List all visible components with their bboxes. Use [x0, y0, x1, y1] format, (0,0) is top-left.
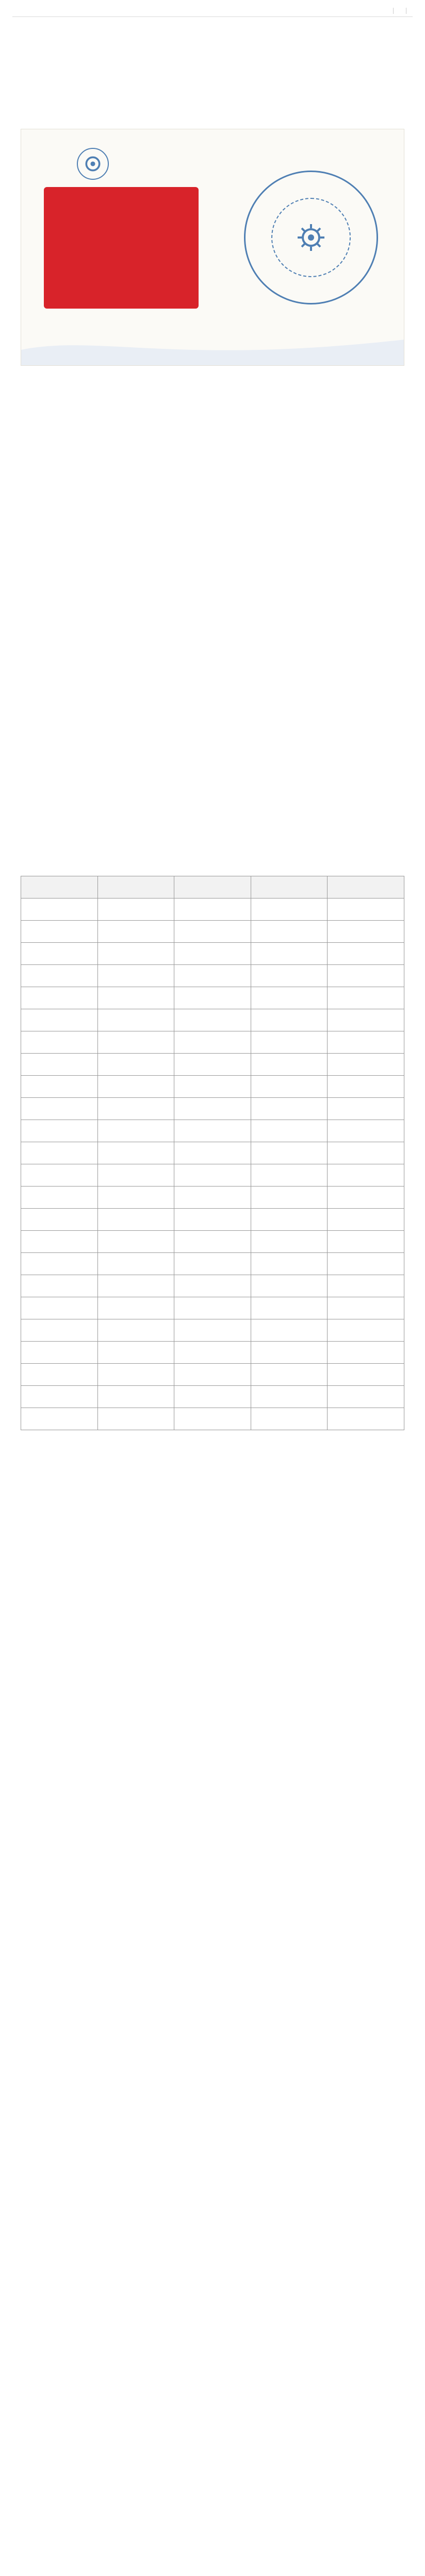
paragraph [21, 462, 404, 476]
table-cell [97, 1408, 174, 1430]
paragraph [21, 1841, 404, 1855]
table-cell [174, 1364, 251, 1386]
table-cell [21, 1120, 98, 1142]
paragraph [21, 621, 404, 635]
table-cell [328, 1164, 404, 1187]
paragraph [21, 510, 404, 523]
paragraph [21, 1809, 404, 1823]
paragraph [21, 2145, 404, 2159]
paragraph [21, 1777, 404, 1791]
table-cell [174, 1164, 251, 1187]
paragraph [21, 2193, 404, 2207]
table-row [21, 1209, 404, 1231]
table-cell [21, 965, 98, 987]
table-cell [328, 1386, 404, 1408]
paragraph [21, 2320, 404, 2334]
paragraph [21, 669, 404, 683]
company-seal-logo [244, 171, 378, 304]
table-row [21, 965, 404, 987]
paragraph [21, 573, 404, 587]
table-cell [21, 1364, 98, 1386]
table-cell [97, 1187, 174, 1209]
paragraph [21, 2368, 404, 2382]
table-cell [328, 1342, 404, 1364]
table-cell [97, 965, 174, 987]
table-cell [174, 943, 251, 965]
table-cell [174, 1031, 251, 1054]
table-cell [328, 1098, 404, 1120]
paragraph [21, 1921, 404, 1935]
scope-title [21, 381, 404, 395]
table-cell [97, 1386, 174, 1408]
paragraph [21, 2289, 404, 2302]
company-seal-inner-ring [271, 198, 351, 277]
table-cell [328, 921, 404, 943]
paragraph [21, 781, 404, 795]
paragraph [21, 1634, 404, 1648]
paragraph [21, 2209, 404, 2223]
paragraph [21, 2448, 404, 2462]
table-cell [251, 965, 328, 987]
paragraph [21, 1969, 404, 1983]
terms-title [21, 1473, 404, 1487]
paragraph [21, 1554, 404, 1568]
paragraph [21, 1682, 404, 1696]
table-row [21, 1187, 404, 1209]
paragraph [21, 1793, 404, 1807]
table-cell [174, 1054, 251, 1076]
table-cell [328, 1231, 404, 1253]
table-cell [97, 1120, 174, 1142]
table-header-row [21, 876, 404, 899]
table-cell [174, 1098, 251, 1120]
table-cell [328, 1364, 404, 1386]
paragraph [21, 2033, 404, 2047]
table-row [21, 1253, 404, 1275]
article-intro [21, 77, 404, 113]
table-header-cell [328, 876, 404, 899]
table-cell [174, 1209, 251, 1231]
table-cell [97, 1364, 174, 1386]
table-row [21, 1275, 404, 1297]
paragraph [21, 701, 404, 715]
table-cell [251, 1408, 328, 1430]
table-cell [97, 899, 174, 921]
paragraph [21, 2512, 404, 2526]
table-cell [97, 1076, 174, 1098]
table-cell [97, 1164, 174, 1187]
paragraph [21, 2129, 404, 2143]
table-cell [97, 1054, 174, 1076]
table-row [21, 1031, 404, 1054]
paragraph [21, 2464, 404, 2478]
paragraph [21, 605, 404, 619]
paragraph [21, 733, 404, 747]
paragraph [21, 2544, 404, 2558]
table-cell [21, 1342, 98, 1364]
table-cell [97, 1031, 174, 1054]
table-cell [251, 1253, 328, 1275]
table-cell [174, 1408, 251, 1430]
paragraph [21, 2336, 404, 2350]
table-cell [21, 1386, 98, 1408]
table-header-cell [174, 876, 251, 899]
paragraph [21, 446, 404, 460]
paragraph [21, 845, 404, 859]
paragraph [21, 589, 404, 603]
table-cell [21, 1098, 98, 1120]
paragraph [21, 398, 404, 412]
table-row [21, 1054, 404, 1076]
paragraph [21, 526, 404, 539]
paragraph [21, 1825, 404, 1839]
table-cell [21, 1319, 98, 1342]
paragraph [21, 1937, 404, 1951]
paragraph [21, 829, 404, 843]
table-cell [97, 1297, 174, 1319]
paragraph [21, 2384, 404, 2398]
table-cell [251, 1009, 328, 1031]
equipment-table [21, 876, 404, 1430]
paragraph [21, 1570, 404, 1584]
table-cell [21, 1231, 98, 1253]
table-cell [174, 1187, 251, 1209]
paragraph [21, 1602, 404, 1616]
paragraph [21, 1490, 404, 1504]
table-cell [251, 943, 328, 965]
paragraph [21, 2528, 404, 2542]
table-cell [251, 1209, 328, 1231]
table-cell [328, 987, 404, 1009]
paragraph [21, 1506, 404, 1520]
table-row [21, 1120, 404, 1142]
table-row [21, 1076, 404, 1098]
table-cell [97, 1231, 174, 1253]
table-cell [251, 1054, 328, 1076]
table-cell [21, 921, 98, 943]
table-cell [251, 1187, 328, 1209]
paragraph [21, 2257, 404, 2270]
paragraph [21, 494, 404, 507]
table-cell [21, 899, 98, 921]
table-cell [251, 1164, 328, 1187]
table-cell [97, 943, 174, 965]
paragraph [21, 717, 404, 731]
paragraph [21, 2097, 404, 2111]
paragraph [21, 1618, 404, 1632]
paragraph [21, 653, 404, 667]
table-row [21, 987, 404, 1009]
paragraph [21, 1698, 404, 1711]
table-cell [251, 1364, 328, 1386]
table-cell [174, 987, 251, 1009]
table-cell [174, 1076, 251, 1098]
table-cell [251, 899, 328, 921]
table-row [21, 1142, 404, 1164]
paragraph [21, 797, 404, 811]
table-cell [251, 1098, 328, 1120]
table-cell [97, 1342, 174, 1364]
table-cell [251, 1319, 328, 1342]
paragraph [21, 2560, 404, 2574]
table-row [21, 899, 404, 921]
table-cell [328, 1209, 404, 1231]
table-cell [251, 1031, 328, 1054]
small-seal-icon [77, 148, 109, 180]
paragraph [21, 2065, 404, 2079]
table-cell [21, 1297, 98, 1319]
table-cell [174, 1275, 251, 1297]
table-cell [328, 1408, 404, 1430]
table-cell [251, 1297, 328, 1319]
table-cell [328, 1142, 404, 1164]
paragraph [21, 1873, 404, 1887]
table-cell [21, 1408, 98, 1430]
banner-title-block [44, 187, 199, 309]
table-cell [174, 1319, 251, 1342]
paragraph [21, 637, 404, 651]
table-cell [174, 1009, 251, 1031]
table-cell [251, 987, 328, 1009]
paragraph [21, 1761, 404, 1775]
table-cell [174, 1297, 251, 1319]
table-row [21, 1297, 404, 1319]
paragraph [21, 1522, 404, 1536]
table-cell [328, 1076, 404, 1098]
table-cell [174, 1231, 251, 1253]
paragraph [21, 2049, 404, 2063]
paragraph [21, 1714, 404, 1727]
table-cell [21, 943, 98, 965]
paragraph [21, 1905, 404, 1919]
paragraph [21, 414, 404, 428]
table-cell [21, 1054, 98, 1076]
table-header-cell [97, 876, 174, 899]
paragraph [21, 2432, 404, 2446]
paragraph [21, 2177, 404, 2191]
table-cell [328, 1297, 404, 1319]
article-meta-bar [12, 5, 413, 17]
table-row [21, 943, 404, 965]
table-cell [97, 987, 174, 1009]
table-cell [251, 1142, 328, 1164]
table-cell [97, 921, 174, 943]
table-cell [21, 1009, 98, 1031]
paragraph [21, 1730, 404, 1743]
gear-icon [78, 147, 108, 180]
table-row [21, 1009, 404, 1031]
paragraph [21, 2113, 404, 2127]
paragraph [21, 1538, 404, 1552]
paragraph [21, 2273, 404, 2286]
table-cell [174, 1253, 251, 1275]
table-row [21, 1364, 404, 1386]
table-cell [21, 1076, 98, 1098]
table-cell [21, 1164, 98, 1187]
paragraph [21, 2001, 404, 2015]
paragraph [21, 813, 404, 827]
paragraph [21, 749, 404, 763]
table-cell [97, 1098, 174, 1120]
paragraph [21, 2017, 404, 2031]
table-cell [251, 1386, 328, 1408]
table-cell [328, 1275, 404, 1297]
banner-wave-decoration [21, 324, 404, 365]
tender-banner-image [21, 129, 404, 366]
table-cell [174, 1120, 251, 1142]
scope-of-work-section [21, 381, 404, 861]
paragraph [21, 541, 404, 555]
table-cell [97, 1319, 174, 1342]
table-row [21, 1164, 404, 1187]
paragraph [21, 2225, 404, 2239]
table-header-cell [21, 876, 98, 899]
table-row [21, 1386, 404, 1408]
table-cell [328, 1187, 404, 1209]
paragraph [21, 2496, 404, 2510]
gear-icon [295, 221, 328, 254]
table-cell [174, 1386, 251, 1408]
paragraph [21, 2241, 404, 2255]
paragraph [21, 1745, 404, 1759]
paragraph [21, 478, 404, 492]
table-cell [174, 1142, 251, 1164]
table-cell [21, 1253, 98, 1275]
table-row [21, 921, 404, 943]
table-cell [251, 1120, 328, 1142]
paragraph [21, 2480, 404, 2494]
paragraph [21, 1985, 404, 1999]
table-cell [251, 1275, 328, 1297]
table-cell [328, 1031, 404, 1054]
table-cell [328, 1054, 404, 1076]
table-cell [328, 1009, 404, 1031]
table-cell [21, 987, 98, 1009]
paragraph [21, 2304, 404, 2318]
table-row [21, 1408, 404, 1430]
table-cell [21, 1209, 98, 1231]
table-cell [97, 1142, 174, 1164]
paragraph [21, 1953, 404, 1967]
table-cell [328, 1120, 404, 1142]
table-header-cell [251, 876, 328, 899]
paragraph [21, 685, 404, 699]
table-cell [97, 1275, 174, 1297]
paragraph [21, 2416, 404, 2430]
table-cell [174, 899, 251, 921]
paragraph [21, 2400, 404, 2414]
table-cell [251, 1231, 328, 1253]
paragraph [21, 430, 404, 444]
table-cell [21, 1275, 98, 1297]
paragraph [21, 1650, 404, 1664]
table-cell [174, 1342, 251, 1364]
table-cell [97, 1009, 174, 1031]
meta-divider [393, 8, 394, 14]
table-cell [21, 1187, 98, 1209]
paragraph [21, 1857, 404, 1871]
table-cell [174, 921, 251, 943]
table-cell [328, 943, 404, 965]
table-row [21, 1231, 404, 1253]
table-cell [328, 899, 404, 921]
article-headline [21, 27, 404, 67]
paragraph [21, 765, 404, 779]
paragraph [21, 2081, 404, 2095]
paragraph [21, 2161, 404, 2175]
table-cell [251, 1342, 328, 1364]
table-cell [97, 1253, 174, 1275]
table-cell [174, 965, 251, 987]
table-cell [97, 1209, 174, 1231]
paragraph [21, 1666, 404, 1680]
table-cell [328, 1253, 404, 1275]
table-row [21, 1342, 404, 1364]
table-cell [328, 1319, 404, 1342]
table-row [21, 1098, 404, 1120]
table-cell [21, 1142, 98, 1164]
table-cell [251, 1076, 328, 1098]
table-cell [21, 1031, 98, 1054]
terms-section [21, 1473, 404, 2576]
table-cell [328, 965, 404, 987]
paragraph [21, 557, 404, 571]
paragraph [21, 2352, 404, 2366]
paragraph [21, 1586, 404, 1600]
paragraph [21, 1889, 404, 1903]
table-cell [251, 921, 328, 943]
table-row [21, 1319, 404, 1342]
